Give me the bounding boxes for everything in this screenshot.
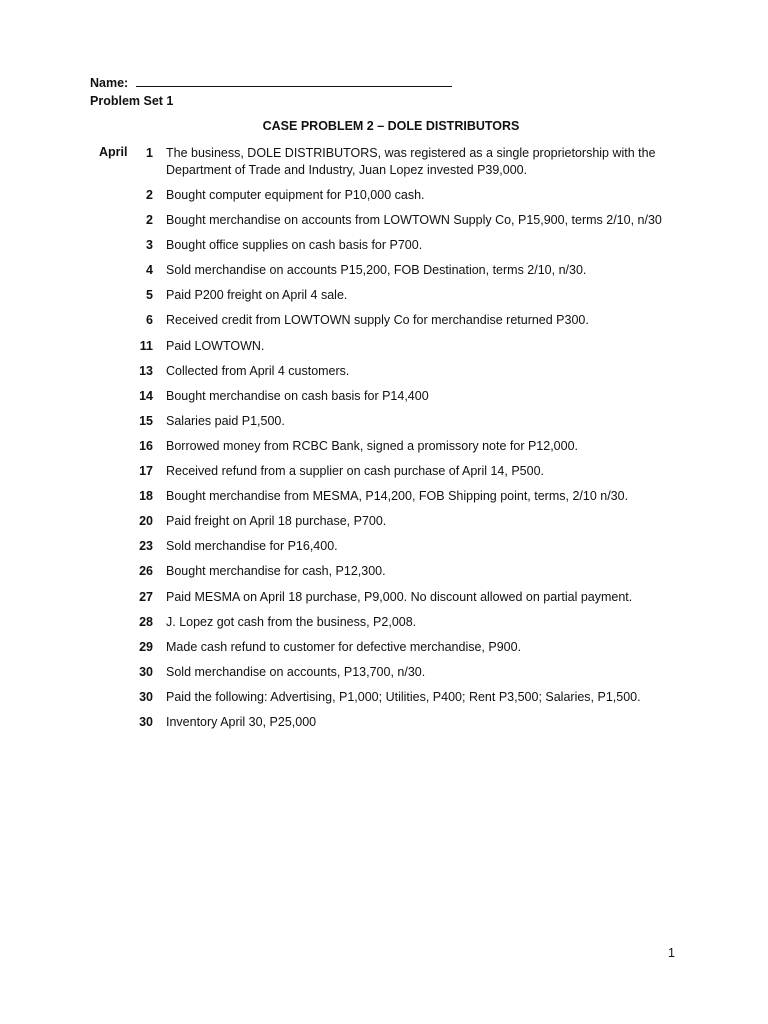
entry-description: Received credit from LOWTOWN supply Co for merchandise returned P300. (166, 313, 589, 328)
transaction-entry (120, 614, 680, 631)
entry-day: 1 (146, 146, 153, 160)
entry-description: Sold merchandise for P16,400. (166, 539, 338, 554)
transaction-entry (120, 664, 680, 681)
transaction-entry (120, 463, 680, 480)
entry-description: Paid P200 freight on April 4 sale. (166, 288, 348, 303)
name-label: Name: (90, 76, 129, 90)
entry-day: 18 (139, 489, 153, 504)
month-label: April (99, 145, 128, 159)
problem-set-label: Problem Set 1 (90, 94, 174, 108)
transaction-entry (120, 513, 680, 530)
transaction-entry (120, 363, 680, 380)
transaction-entry (120, 212, 680, 229)
entry-description: Paid the following: Advertising, P1,000; Utilities, P400; Rent P3,500; Salaries, P1,500. (166, 689, 641, 704)
entry-description: Received refund from a supplier on cash purchase of April 14, P500. (166, 464, 544, 479)
transaction-entry (120, 338, 680, 355)
entry-day: 27 (139, 589, 153, 604)
transaction-entry (120, 689, 680, 706)
transaction-entry (120, 488, 680, 505)
entry-day: 15 (139, 413, 153, 428)
entry-day: 26 (139, 564, 153, 579)
entry-day: 17 (139, 464, 153, 479)
entry-description: Bought merchandise for cash, P12,300. (166, 564, 386, 579)
entry-description: Inventory April 30, P25,000 (166, 714, 317, 729)
entry-description: J. Lopez got cash from the business, P2,008. (166, 614, 417, 629)
entry-day: 30 (139, 689, 153, 704)
transaction-list (120, 145, 680, 739)
entry-description: Paid freight on April 18 purchase, P700. (166, 514, 387, 529)
entry-day: 6 (146, 313, 153, 328)
entry-day: 5 (146, 288, 153, 303)
transaction-entry (120, 287, 680, 304)
entry-day: 16 (139, 438, 153, 453)
transaction-entry (120, 639, 680, 656)
transaction-entry (120, 438, 680, 455)
transaction-entry (120, 538, 680, 555)
transaction-entry (120, 262, 680, 279)
transaction-entry (120, 187, 680, 204)
entry-day: 29 (139, 639, 153, 654)
entry-description: Bought computer equipment for P10,000 cash. (166, 188, 425, 202)
entry-day: 30 (139, 714, 153, 729)
transaction-entry (120, 237, 680, 254)
transaction-entry (120, 714, 680, 731)
entry-day: 20 (139, 514, 153, 529)
entry-description: The business, DOLE DISTRIBUTORS, was registered as a single proprietorship with the Department of Trade and Industry, Juan Lopez invested P39,000. (166, 146, 656, 177)
entry-description: Sold merchandise on accounts P15,200, FOB Destination, terms 2/10, n/30. (166, 263, 587, 278)
entry-description: Bought merchandise from MESMA, P14,200, FOB Shipping point, terms, 2/10 n/30. (166, 489, 629, 504)
entry-description: Collected from April 4 customers. (166, 363, 350, 378)
transaction-entry (120, 589, 680, 606)
entry-description: Bought merchandise on accounts from LOWTOWN Supply Co, P15,900, terms 2/10, n/30 (166, 213, 662, 228)
entry-day: 3 (146, 238, 153, 253)
entry-description: Bought merchandise on cash basis for P14,400 (166, 388, 429, 403)
entry-day: 4 (146, 263, 153, 278)
transaction-entry (120, 312, 680, 329)
entry-description: Paid LOWTOWN. (166, 338, 265, 353)
entry-day: 2 (146, 213, 153, 228)
transaction-entry (120, 388, 680, 405)
entry-day: 11 (139, 338, 153, 353)
page-number: 1 (668, 946, 675, 960)
entry-description: Sold merchandise on accounts, P13,700, n/30. (166, 664, 426, 679)
transaction-entry (120, 413, 680, 430)
transaction-entry (120, 563, 680, 580)
case-title: CASE PROBLEM 2 – DOLE DISTRIBUTORS (262, 119, 520, 133)
entry-day: 23 (139, 539, 153, 554)
entry-day: 2 (146, 188, 153, 202)
entry-description: Paid MESMA on April 18 purchase, P9,000. No discount allowed on partial payment. (166, 589, 633, 604)
entry-description: Borrowed money from RCBC Bank, signed a promissory note for P12,000. (166, 438, 578, 453)
entry-day: 13 (139, 363, 153, 378)
name-blank-line (136, 75, 452, 87)
entry-day: 30 (139, 664, 153, 679)
entry-description: Salaries paid P1,500. (166, 413, 285, 428)
entry-description: Bought office supplies on cash basis for P700. (166, 238, 423, 253)
entry-description: Made cash refund to customer for defective merchandise, P900. (166, 639, 522, 654)
transaction-entry (120, 145, 680, 178)
name-field (90, 75, 452, 90)
entry-day: 28 (139, 614, 153, 629)
entry-day: 14 (139, 388, 153, 403)
